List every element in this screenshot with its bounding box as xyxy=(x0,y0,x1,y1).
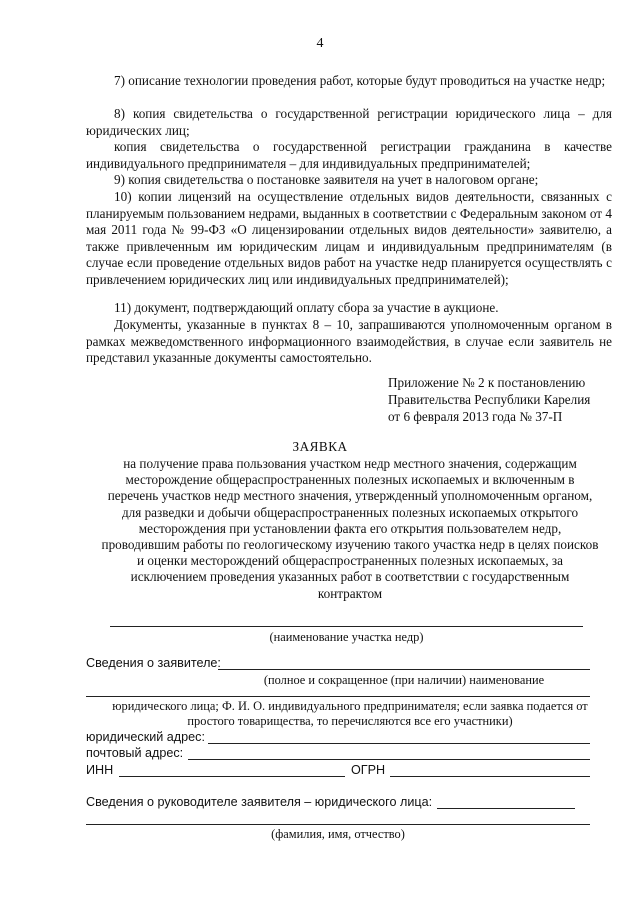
applicant-field[interactable] xyxy=(218,669,590,670)
appendix-reference xyxy=(388,374,590,425)
applicant-field-2[interactable] xyxy=(86,696,590,697)
appendix-line-3: от 6 февраля 2013 года № 37-П xyxy=(388,409,563,424)
inn-field[interactable] xyxy=(119,776,345,777)
appendix-line-2: Правительства Республики Карелия xyxy=(388,392,591,407)
site-name-caption: (наименование участка недр) xyxy=(269,630,424,644)
head-label: Сведения о руководителе заявителя – юридического лица: xyxy=(86,795,433,809)
ogrn-label: ОГРН xyxy=(351,763,386,777)
list-item-8: 8) копия свидетельства о государственной регистрации юридического лица – для юридических лиц; xyxy=(86,106,612,138)
page-number: 4 xyxy=(316,36,324,51)
head-field[interactable] xyxy=(437,808,575,809)
list-item-11: 11) документ, подтверждающий оплату сбора за участие в аукционе. xyxy=(114,300,499,315)
appendix-line-1: Приложение № 2 к постановлению xyxy=(388,375,586,390)
applicant-label: Сведения о заявителе: xyxy=(86,656,221,670)
legal-address-label: юридический адрес: xyxy=(86,730,205,744)
list-item-9: 9) копия свидетельства о постановке заявителя на учет в налоговом органе; xyxy=(114,172,539,187)
head-field-2[interactable] xyxy=(86,824,590,825)
applicant-caption-2: юридического лица; Ф. И. О. индивидуального предпринимателя; если заявка подается от простого товарищества, то перечисляются все его участники) xyxy=(112,699,588,728)
ogrn-field[interactable] xyxy=(390,776,590,777)
list-item-10: 10) копии лицензий на осуществление отдельных видов деятельности, связанных с планируемым пользованием недрами, выданных в соответствии с Федеральным законом от 4 мая 2011 года № 99-ФЗ «О лицензировании отдельных видов деятельности» заявителю, а также привлеченным им юридическим лицам и индивидуальным предпринимателям (в случае если проведение отдельных видов работ на участке недр планируется осуществлять с привлечением юридических лиц или индивидуальных предпринимателей); xyxy=(86,189,612,287)
head-caption: (фамилия, имя, отчество) xyxy=(271,827,405,841)
site-name-field[interactable] xyxy=(110,626,583,627)
inn-label: ИНН xyxy=(86,763,114,777)
documents-note: Документы, указанные в пунктах 8 – 10, запрашиваются уполномоченным органом в рамках межведомственного информационного взаимодействия, в случае если заявитель не представил указанные документы самостоятельно. xyxy=(86,317,612,366)
list-item-7: 7) описание технологии проведения работ, которые будут проводиться на участке недр; xyxy=(114,73,606,88)
applicant-caption-1: (полное и сокращенное (при наличии) наименование xyxy=(263,673,545,687)
legal-address-field[interactable] xyxy=(208,743,590,744)
form-title: ЗАЯВКА xyxy=(292,439,348,454)
form-subtitle: на получение права пользования участком недр местного значения, содержащим месторождение общераспространенных полезных ископаемых и включенным в перечень участков недр местного значения, утвержденный уполномоченным органом, для разведки и добычи общераспространенных полезных ископаемых открытого месторождения при установлении факта его открытия пользователем недр, проводившим работы по геологическому изучению такого участка недр в целях поисков и оценки месторождений общераспространенных полезных ископаемых, за исключением проведения указанных работ в соответствии с государственным контрактом xyxy=(101,456,599,601)
postal-address-label: почтовый адрес: xyxy=(86,746,184,760)
postal-address-field[interactable] xyxy=(188,759,590,760)
list-item-8-individual: копия свидетельства о государственной регистрации гражданина в качестве индивидуального предпринимателя – для индивидуальных предпринимателей; xyxy=(86,139,612,171)
